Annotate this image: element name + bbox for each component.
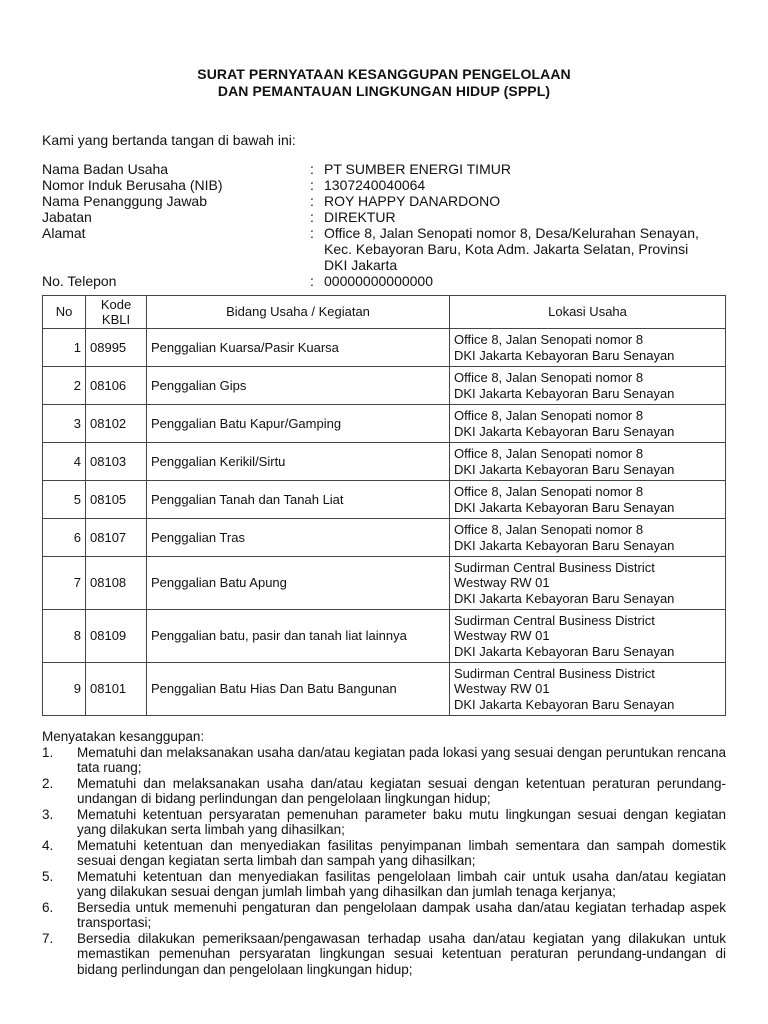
cell-no: 5 (43, 481, 86, 519)
lokasi-line: Sudirman Central Business District (454, 559, 655, 575)
field-value: DIREKTUR (324, 209, 396, 225)
lokasi-line: DKI Jakarta Kebayoran Baru Senayan (454, 385, 675, 401)
cell-no: 3 (43, 405, 86, 443)
field-colon: : (310, 225, 314, 241)
statement-text: Mematuhi dan melaksanakan usaha dan/atau kegiatan pada lokasi yang sesuai dengan peruntukan rencana tata ruang; (77, 744, 726, 775)
cell-lokasi (450, 481, 726, 519)
cell-kode: 08105 (86, 481, 147, 519)
cell-kode: 08106 (86, 367, 147, 405)
statement-number: 5. (42, 868, 54, 884)
header-lokasi-usaha: Lokasi Usaha (450, 296, 726, 329)
table-row (43, 443, 726, 481)
lokasi-line: Office 8, Jalan Senopati nomor 8 (454, 446, 644, 461)
cell-kode: 08101 (86, 663, 147, 716)
cell-kode: 08102 (86, 405, 147, 443)
cell-no: 6 (43, 519, 86, 557)
lokasi-line: Westway RW 01 (454, 681, 550, 697)
field-label: Jabatan (42, 209, 92, 225)
field-value: ROY HAPPY DANARDONO (324, 193, 501, 209)
title-line-1: SURAT PERNYATAAN KESANGGUPAN PENGELOLAAN (197, 66, 571, 82)
table-row (43, 329, 726, 367)
header-kode-kbli (86, 296, 147, 329)
statement-section (42, 729, 726, 977)
statement-number: 7. (42, 930, 54, 946)
address-line: Office 8, Jalan Senopati nomor 8, Desa/Kelurahan Senayan, (324, 225, 699, 241)
cell-no: 2 (43, 367, 86, 405)
statement-heading: Menyatakan kesanggupan: (42, 729, 205, 744)
statement-number: 4. (42, 837, 54, 853)
lokasi-line: DKI Jakarta Kebayoran Baru Senayan (454, 347, 675, 363)
cell-bidang: Penggalian Batu Kapur/Gamping (147, 405, 450, 443)
table-header-row (43, 296, 726, 329)
cell-bidang: Penggalian Tras (147, 519, 450, 557)
field-alamat (42, 225, 732, 273)
lokasi-line: DKI Jakarta Kebayoran Baru Senayan (454, 537, 675, 553)
field-value: 1307240040064 (324, 177, 426, 193)
table-row (43, 405, 726, 443)
cell-lokasi (450, 519, 726, 557)
statement-text: Bersedia untuk memenuhi pengaturan dan pengelolaan dampak usaha dan/atau kegiatan terhadap aspek transportasi; (77, 899, 726, 930)
cell-no: 4 (43, 443, 86, 481)
table-row (43, 663, 726, 716)
lokasi-line: Westway RW 01 (454, 628, 550, 644)
field-value (324, 225, 732, 273)
statement-number: 6. (42, 899, 54, 915)
field-telepon (42, 273, 732, 289)
cell-bidang: Penggalian Kerikil/Sirtu (147, 443, 450, 481)
statement-number: 1. (42, 744, 54, 760)
lokasi-line: Sudirman Central Business District (454, 665, 655, 681)
statement-item (42, 869, 726, 900)
cell-kode: 08107 (86, 519, 147, 557)
lokasi-line: Office 8, Jalan Senopati nomor 8 (454, 370, 644, 385)
cell-bidang: Penggalian Tanah dan Tanah Liat (147, 481, 450, 519)
cell-bidang: Penggalian Batu Hias Dan Batu Bangunan (147, 663, 450, 716)
lokasi-line: DKI Jakarta Kebayoran Baru Senayan (454, 423, 675, 439)
cell-lokasi (450, 367, 726, 405)
field-colon: : (310, 209, 314, 225)
cell-bidang: Penggalian Gips (147, 367, 450, 405)
cell-lokasi (450, 405, 726, 443)
title-line-2: DAN PEMANTAUAN LINGKUNGAN HIDUP (SPPL) (217, 83, 551, 99)
table-row (43, 481, 726, 519)
field-value: 00000000000000 (324, 273, 434, 289)
table-row (43, 519, 726, 557)
cell-no: 9 (43, 663, 86, 716)
lokasi-line: Office 8, Jalan Senopati nomor 8 (454, 408, 644, 423)
statement-text: Mematuhi dan melaksanakan usaha dan/atau kegiatan sesuai dengan ketentuan peraturan perundang-undangan di bidang perlindungan dan pengelolaan lingkungan hidup; (77, 775, 726, 806)
lokasi-line: Sudirman Central Business District (454, 612, 655, 628)
kbli-table (42, 295, 726, 716)
field-label: Nama Badan Usaha (42, 161, 169, 177)
field-colon: : (310, 193, 314, 209)
statement-item (42, 838, 726, 869)
cell-lokasi (450, 610, 726, 663)
cell-lokasi (450, 557, 726, 610)
lokasi-line: DKI Jakarta Kebayoran Baru Senayan (454, 461, 675, 477)
header-no: No (43, 296, 86, 329)
field-value: PT SUMBER ENERGI TIMUR (324, 161, 511, 177)
intro-text: Kami yang bertanda tangan di bawah ini: (42, 132, 296, 148)
cell-kode: 08109 (86, 610, 147, 663)
statement-item (42, 900, 726, 931)
statement-item (42, 931, 726, 978)
cell-bidang: Penggalian Kuarsa/Pasir Kuarsa (147, 329, 450, 367)
field-colon: : (310, 177, 314, 193)
lokasi-line: Westway RW 01 (454, 575, 550, 591)
field-nama-badan-usaha (42, 161, 732, 177)
statement-text: Bersedia dilakukan pemeriksaan/pengawasan terhadap usaha dan/atau kegiatan yang dilakukan untuk memastikan pemenuhan persyaratan lingkungan sesuai ketentuan peraturan perundang-undangan di bidang perlindungan dan pengelolaan lingkungan hidup; (77, 930, 726, 977)
statement-text: Mematuhi ketentuan dan menyediakan fasilitas penyimpanan limbah sementara dan sampah domestik sesuai dengan kegiatan serta limbah dan sampah yang dihasilkan; (77, 837, 726, 868)
field-jabatan (42, 209, 732, 225)
cell-no: 8 (43, 610, 86, 663)
cell-lokasi (450, 663, 726, 716)
statement-number: 3. (42, 806, 54, 822)
cell-no: 1 (43, 329, 86, 367)
header-kode-line1: Kode (100, 296, 132, 312)
statement-number: 2. (42, 775, 54, 791)
lokasi-line: DKI Jakarta Kebayoran Baru Senayan (454, 499, 675, 515)
field-colon: : (310, 161, 314, 177)
table-row (43, 610, 726, 663)
cell-bidang: Penggalian batu, pasir dan tanah liat lainnya (147, 610, 450, 663)
address-line: Kec. Kebayoran Baru, Kota Adm. Jakarta Selatan, Provinsi (324, 241, 689, 257)
cell-kode: 08995 (86, 329, 147, 367)
field-penanggung-jawab (42, 193, 732, 209)
field-label: No. Telepon (42, 273, 117, 289)
statement-item (42, 776, 726, 807)
field-nib (42, 177, 732, 193)
cell-kode: 08103 (86, 443, 147, 481)
table-row (43, 557, 726, 610)
address-line: DKI Jakarta (324, 257, 398, 273)
field-label: Nomor Induk Berusaha (NIB) (42, 177, 223, 193)
header-bidang-usaha: Bidang Usaha / Kegiatan (147, 296, 450, 329)
statement-text: Mematuhi ketentuan dan menyediakan fasilitas pengelolaan limbah cair untuk usaha dan/atau kegiatan yang dilakukan sesuai dengan jumlah limbah yang dihasilkan dan jumlah tenaga kerjanya; (77, 868, 726, 899)
lokasi-line: DKI Jakarta Kebayoran Baru Senayan (454, 696, 675, 712)
table-row (43, 367, 726, 405)
identity-fields (42, 161, 732, 289)
cell-lokasi (450, 329, 726, 367)
cell-bidang: Penggalian Batu Apung (147, 557, 450, 610)
cell-kode: 08108 (86, 557, 147, 610)
field-colon: : (310, 273, 314, 289)
cell-lokasi (450, 443, 726, 481)
field-label: Nama Penanggung Jawab (42, 193, 208, 209)
document-title (0, 66, 768, 100)
lokasi-line: DKI Jakarta Kebayoran Baru Senayan (454, 590, 675, 606)
lokasi-line: DKI Jakarta Kebayoran Baru Senayan (454, 643, 675, 659)
statement-text: Mematuhi ketentuan persyaratan pemenuhan parameter baku mutu lingkungan sesuai dengan kegiatan yang dilakukan serta limbah yang dihasilkan; (77, 806, 726, 837)
field-label: Alamat (42, 225, 86, 241)
cell-no: 7 (43, 557, 86, 610)
lokasi-line: Office 8, Jalan Senopati nomor 8 (454, 484, 644, 499)
lokasi-line: Office 8, Jalan Senopati nomor 8 (454, 332, 644, 347)
header-kode-line2: KBLI (101, 312, 131, 327)
statement-item (42, 807, 726, 838)
statement-item (42, 745, 726, 776)
lokasi-line: Office 8, Jalan Senopati nomor 8 (454, 522, 644, 537)
